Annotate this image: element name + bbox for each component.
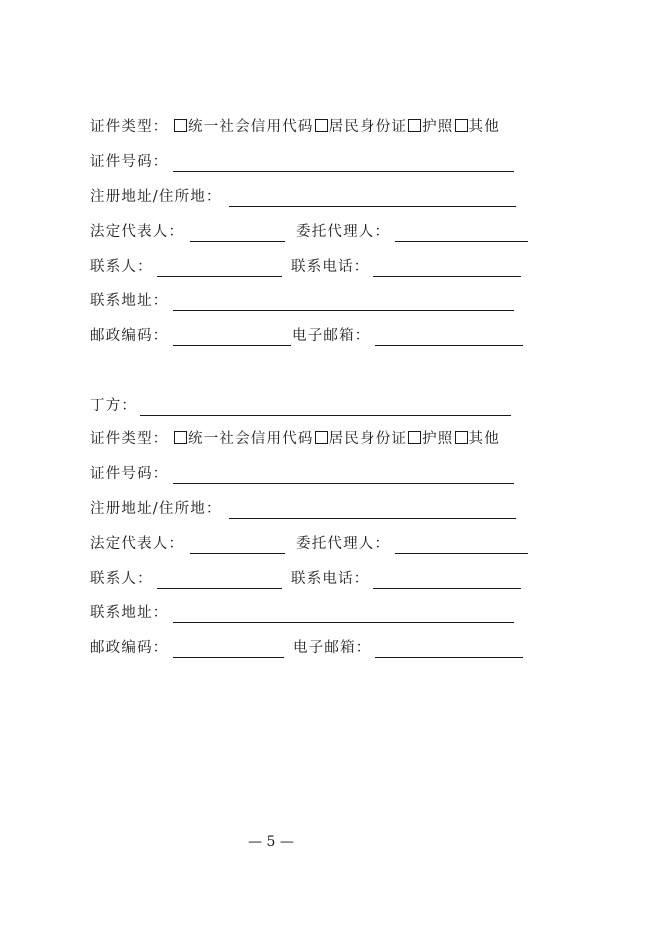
id-number-label: 证件号码： bbox=[90, 154, 169, 170]
other-checkbox[interactable] bbox=[455, 431, 468, 444]
contact-address-label: 联系地址： bbox=[90, 293, 169, 309]
other-checkbox[interactable] bbox=[455, 119, 468, 132]
contact-field[interactable] bbox=[157, 276, 282, 277]
legal-rep-label: 法定代表人： bbox=[90, 224, 185, 240]
id-card-label: 居民身份证 bbox=[328, 431, 408, 447]
contact-address-label: 联系地址： bbox=[90, 605, 169, 621]
other-label: 其他 bbox=[468, 431, 500, 447]
id-type-label: 证件类型： bbox=[90, 119, 169, 135]
other-label: 其他 bbox=[468, 119, 500, 135]
phone-label: 联系电话： bbox=[291, 259, 370, 275]
phone-label: 联系电话： bbox=[291, 571, 370, 587]
credit-code-label: 统一社会信用代码 bbox=[188, 119, 314, 135]
address-label: 注册地址/住所地： bbox=[90, 189, 222, 205]
legal-rep-label: 法定代表人： bbox=[90, 536, 185, 552]
email-field[interactable] bbox=[375, 657, 523, 658]
agent-field[interactable] bbox=[395, 553, 528, 554]
credit-code-checkbox[interactable] bbox=[174, 119, 187, 132]
passport-checkbox[interactable] bbox=[408, 119, 421, 132]
party-d-label: 丁方： bbox=[90, 398, 138, 414]
agent-label: 委托代理人： bbox=[296, 536, 391, 552]
id-type-options bbox=[173, 116, 500, 138]
address-field[interactable] bbox=[229, 206, 516, 207]
postal-field[interactable] bbox=[173, 657, 284, 658]
contact-address-field[interactable] bbox=[173, 622, 514, 623]
address-field[interactable] bbox=[229, 518, 516, 519]
phone-field[interactable] bbox=[373, 588, 521, 589]
credit-code-checkbox[interactable] bbox=[174, 431, 187, 444]
agent-label: 委托代理人： bbox=[296, 224, 391, 240]
contact-address-field[interactable] bbox=[173, 310, 514, 311]
party-d-field[interactable] bbox=[140, 415, 511, 416]
email-field[interactable] bbox=[375, 345, 523, 346]
id-card-checkbox[interactable] bbox=[315, 119, 328, 132]
id-card-checkbox[interactable] bbox=[315, 431, 328, 444]
credit-code-label: 统一社会信用代码 bbox=[188, 431, 314, 447]
id-number-field[interactable] bbox=[173, 483, 514, 484]
passport-label: 护照 bbox=[422, 431, 454, 447]
postal-label: 邮政编码： bbox=[90, 328, 169, 344]
page-number: — 5 — bbox=[248, 834, 294, 850]
postal-field[interactable] bbox=[173, 345, 291, 346]
passport-label: 护照 bbox=[422, 119, 454, 135]
contact-label: 联系人： bbox=[90, 571, 153, 587]
id-type-label: 证件类型： bbox=[90, 431, 169, 447]
address-label: 注册地址/住所地： bbox=[90, 501, 222, 517]
contact-label: 联系人： bbox=[90, 259, 153, 275]
id-number-field[interactable] bbox=[173, 171, 514, 172]
id-card-label: 居民身份证 bbox=[328, 119, 408, 135]
agent-field[interactable] bbox=[395, 241, 528, 242]
id-number-label: 证件号码： bbox=[90, 466, 169, 482]
legal-rep-field[interactable] bbox=[190, 241, 285, 242]
id-type-options bbox=[173, 428, 500, 450]
email-label: 电子邮箱： bbox=[292, 328, 371, 344]
contact-field[interactable] bbox=[157, 588, 282, 589]
postal-label: 邮政编码： bbox=[90, 640, 169, 656]
legal-rep-field[interactable] bbox=[190, 553, 285, 554]
passport-checkbox[interactable] bbox=[408, 431, 421, 444]
phone-field[interactable] bbox=[373, 276, 521, 277]
email-label: 电子邮箱： bbox=[293, 640, 372, 656]
